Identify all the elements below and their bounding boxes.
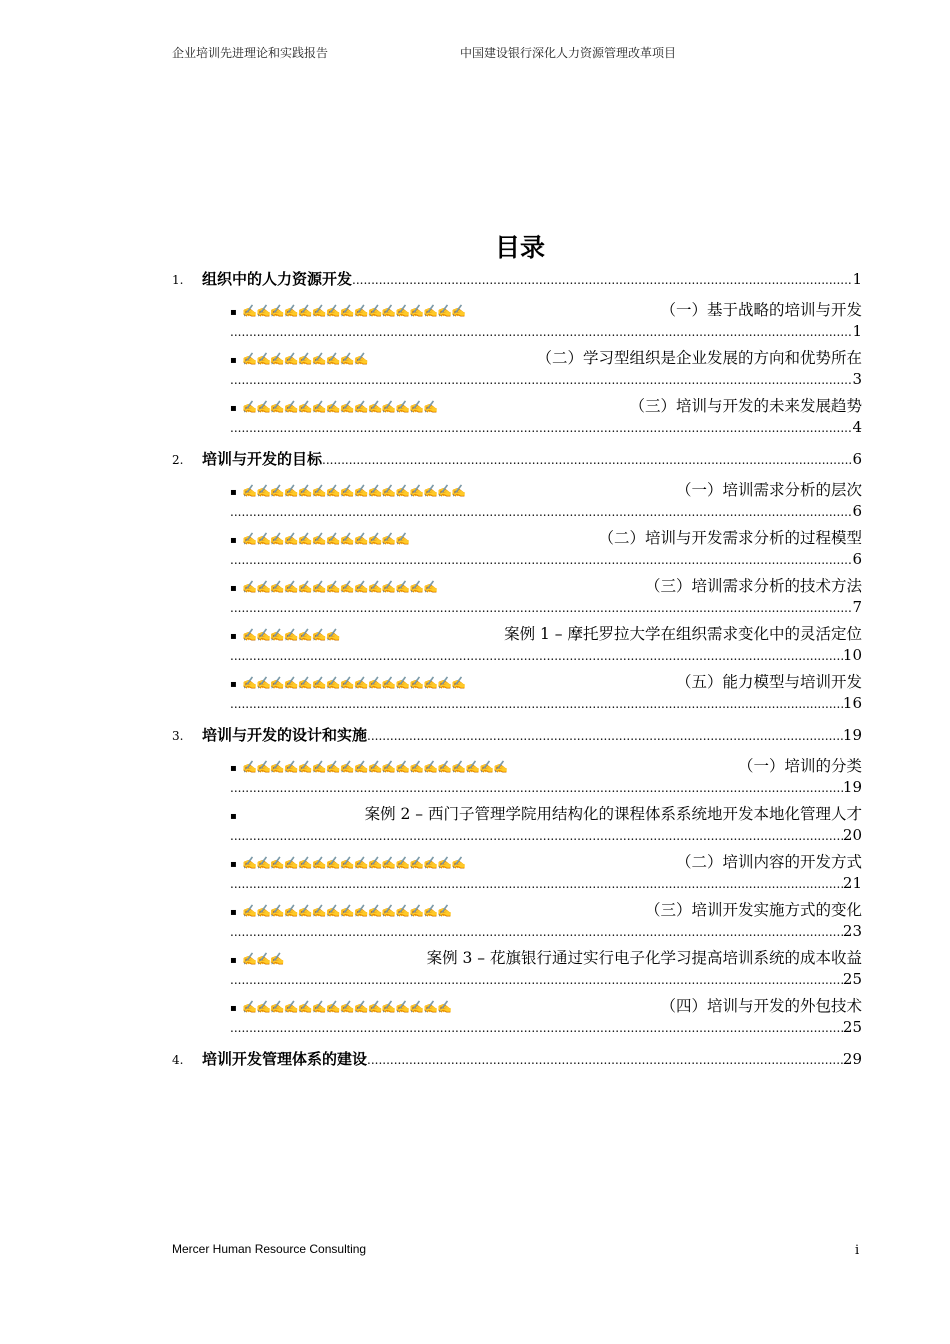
- toc-section-number: 1.: [172, 273, 184, 287]
- toc-entry-marks: ✍✍✍✍✍✍✍✍✍✍✍✍✍✍✍: [242, 904, 452, 918]
- toc-section-number: 4.: [172, 1053, 184, 1067]
- toc-entry-page-line: [230, 502, 862, 526]
- toc-entry-marks: ✍✍✍: [242, 952, 284, 966]
- toc-leader-dots: [230, 373, 852, 387]
- toc-section-page: 29: [842, 1050, 862, 1068]
- toc-entry-title[interactable]: （二）学习型组织是企业发展的方向和优势所在: [536, 349, 862, 367]
- toc-entry-title[interactable]: （二）培训与开发需求分析的过程模型: [598, 529, 862, 547]
- toc-section-title[interactable]: 培训与开发的设计和实施: [202, 726, 368, 744]
- toc-entry-title-line: [230, 670, 862, 694]
- toc-entry-page-line: [230, 370, 862, 394]
- toc-section-number: 2.: [172, 453, 184, 467]
- bullet-icon: ▪: [230, 583, 237, 594]
- toc-entry-title-line: [230, 994, 862, 1018]
- toc-entry[interactable]: [230, 946, 862, 994]
- toc-entry-page: 10: [842, 646, 862, 664]
- toc-section-title[interactable]: 培训与开发的目标: [202, 450, 323, 468]
- bullet-icon: ▪: [230, 679, 237, 690]
- toc-entry-page: 3: [852, 370, 862, 388]
- toc-entry-title[interactable]: 案例 2 – 西门子管理学院用结构化的课程体系系统地开发本地化管理人才: [364, 805, 862, 823]
- toc-entry-marks: ✍✍✍✍✍✍✍✍✍✍✍✍✍✍✍✍: [242, 304, 466, 318]
- toc-entry-page-line: [230, 922, 862, 946]
- footer-company: Mercer Human Resource Consulting: [172, 1242, 367, 1256]
- toc-entry[interactable]: [230, 574, 862, 622]
- toc-entry-title[interactable]: 案例 1 – 摩托罗拉大学在组织需求变化中的灵活定位: [504, 625, 862, 643]
- toc-entry-title[interactable]: （五）能力模型与培训开发: [675, 673, 862, 691]
- bullet-icon: ▪: [230, 763, 237, 774]
- toc-entry-marks: ✍✍✍✍✍✍✍✍✍✍✍✍✍✍✍✍✍✍✍: [242, 760, 507, 774]
- toc-entry-page-line: [230, 418, 862, 442]
- toc-leader-dots: [352, 273, 852, 287]
- header-left: 企业培训先进理论和实践报告: [172, 46, 329, 60]
- toc-entry-title[interactable]: （二）培训内容的开发方式: [675, 853, 862, 871]
- toc-entry-page: 1: [852, 322, 862, 340]
- toc-entry-title-line: [230, 622, 862, 646]
- table-of-contents: [172, 268, 862, 1078]
- toc-entry-marks: ✍✍✍✍✍✍✍✍✍✍✍✍✍✍: [242, 580, 438, 594]
- toc-entry[interactable]: [230, 802, 862, 850]
- toc-entry-title-line: [230, 946, 862, 970]
- toc-entry[interactable]: [230, 346, 862, 394]
- toc-leader-dots: [230, 649, 843, 663]
- toc-leader-dots: [367, 1053, 843, 1067]
- bullet-icon: ▪: [230, 811, 237, 822]
- toc-entry[interactable]: [230, 298, 862, 346]
- toc-entry[interactable]: [230, 670, 862, 718]
- toc-entry-page-line: [230, 550, 862, 574]
- toc-entry-title[interactable]: （一）基于战略的培训与开发: [660, 301, 862, 319]
- toc-leader-dots: [230, 505, 852, 519]
- toc-entry-title-line: [230, 754, 862, 778]
- toc-entry-page-line: [230, 598, 862, 622]
- toc-entry-title[interactable]: （三）培训与开发的未来发展趋势: [629, 397, 862, 415]
- toc-leader-dots: [230, 553, 852, 567]
- toc-entry-page: 6: [852, 502, 862, 520]
- toc-section[interactable]: [172, 724, 862, 748]
- toc-leader-dots: [230, 601, 852, 615]
- toc-leader-dots: [230, 973, 843, 987]
- bullet-icon: ▪: [230, 907, 237, 918]
- toc-section-title[interactable]: 组织中的人力资源开发: [202, 270, 353, 288]
- toc-entry-title-line: [230, 802, 862, 826]
- toc-entry-page-line: [230, 646, 862, 670]
- toc-entry[interactable]: [230, 622, 862, 670]
- toc-entry-marks: ✍✍✍✍✍✍✍✍✍: [242, 352, 368, 366]
- toc-section-page: 19: [842, 726, 862, 744]
- toc-entry-marks: ✍✍✍✍✍✍✍✍✍✍✍✍✍✍✍: [242, 1000, 452, 1014]
- toc-section[interactable]: [172, 1048, 862, 1072]
- toc-entry-title-line: [230, 346, 862, 370]
- page-title: 目录: [494, 233, 545, 262]
- toc-entry-title[interactable]: （四）培训与开发的外包技术: [660, 997, 862, 1015]
- toc-entry-page: 4: [852, 418, 862, 436]
- toc-entry[interactable]: [230, 850, 862, 898]
- toc-entry-title-line: [230, 850, 862, 874]
- toc-entry-title-line: [230, 394, 862, 418]
- toc-entry-page: 20: [842, 826, 862, 844]
- toc-leader-dots: [230, 697, 843, 711]
- toc-section-page: 6: [852, 450, 862, 468]
- toc-leader-dots: [367, 729, 843, 743]
- toc-entry-title[interactable]: （三）培训开发实施方式的变化: [644, 901, 862, 919]
- toc-entry-title[interactable]: （一）培训的分类: [737, 757, 862, 775]
- toc-section-title[interactable]: 培训开发管理体系的建设: [202, 1050, 368, 1068]
- toc-leader-dots: [230, 829, 843, 843]
- toc-entry-page: 6: [852, 550, 862, 568]
- bullet-icon: ▪: [230, 535, 237, 546]
- toc-leader-dots: [230, 421, 852, 435]
- toc-entry-title-line: [230, 298, 862, 322]
- toc-entry-title-line: [230, 574, 862, 598]
- toc-entry-marks: ✍✍✍✍✍✍✍✍✍✍✍✍✍✍✍✍: [242, 484, 466, 498]
- toc-section-page: 1: [852, 270, 862, 288]
- toc-section[interactable]: [172, 268, 862, 292]
- toc-leader-dots: [322, 453, 852, 467]
- footer-page-number: i: [855, 1243, 860, 1258]
- toc-entry[interactable]: [230, 478, 862, 526]
- toc-entry-page-line: [230, 1018, 862, 1042]
- toc-entry-page-line: [230, 322, 862, 346]
- toc-entry-page: 25: [842, 1018, 862, 1036]
- header-right: 中国建设银行深化人力资源管理改革项目: [460, 46, 677, 60]
- toc-entry-title-line: [230, 898, 862, 922]
- toc-entry[interactable]: [230, 526, 862, 574]
- toc-entry-page-line: [230, 970, 862, 994]
- toc-entry-marks: ✍✍✍✍✍✍✍✍✍✍✍✍: [242, 532, 410, 546]
- toc-entry-marks: ✍✍✍✍✍✍✍✍✍✍✍✍✍✍✍✍: [242, 676, 466, 690]
- bullet-icon: ▪: [230, 307, 237, 318]
- bullet-icon: ▪: [230, 859, 237, 870]
- toc-entry-page: 16: [842, 694, 862, 712]
- toc-entry-page: 19: [842, 778, 862, 796]
- toc-leader-dots: [230, 781, 843, 795]
- toc-entry-page: 21: [842, 874, 862, 892]
- bullet-icon: ▪: [230, 487, 237, 498]
- bullet-icon: ▪: [230, 403, 237, 414]
- toc-entry-page: 7: [852, 598, 862, 616]
- toc-entry-title[interactable]: （三）培训需求分析的技术方法: [644, 577, 862, 595]
- toc-entry-title[interactable]: 案例 3 – 花旗银行通过实行电子化学习提高培训系统的成本收益: [426, 949, 862, 967]
- toc-entry-page-line: [230, 826, 862, 850]
- toc-leader-dots: [230, 925, 843, 939]
- toc-entry-title-line: [230, 478, 862, 502]
- toc-section-number: 3.: [172, 729, 184, 743]
- toc-entry-title-line: [230, 526, 862, 550]
- toc-entry-title[interactable]: （一）培训需求分析的层次: [675, 481, 862, 499]
- toc-leader-dots: [230, 877, 843, 891]
- toc-entry[interactable]: [230, 754, 862, 802]
- toc-section[interactable]: [172, 448, 862, 472]
- toc-entry-marks: ✍✍✍✍✍✍✍: [242, 628, 340, 642]
- toc-entry-marks: ✍✍✍✍✍✍✍✍✍✍✍✍✍✍✍✍: [242, 856, 466, 870]
- bullet-icon: ▪: [230, 631, 237, 642]
- toc-entry-page-line: [230, 694, 862, 718]
- bullet-icon: ▪: [230, 355, 237, 366]
- toc-entry[interactable]: [230, 898, 862, 946]
- toc-leader-dots: [230, 1021, 843, 1035]
- bullet-icon: ▪: [230, 1003, 237, 1014]
- toc-entry-marks: ✍✍✍✍✍✍✍✍✍✍✍✍✍✍: [242, 400, 438, 414]
- toc-entry-page: 23: [842, 922, 862, 940]
- toc-entry-page: 25: [842, 970, 862, 988]
- toc-entry-page-line: [230, 778, 862, 802]
- toc-entry-page-line: [230, 874, 862, 898]
- toc-leader-dots: [230, 325, 852, 339]
- toc-entry[interactable]: [230, 394, 862, 442]
- toc-entry[interactable]: [230, 994, 862, 1042]
- bullet-icon: ▪: [230, 955, 237, 966]
